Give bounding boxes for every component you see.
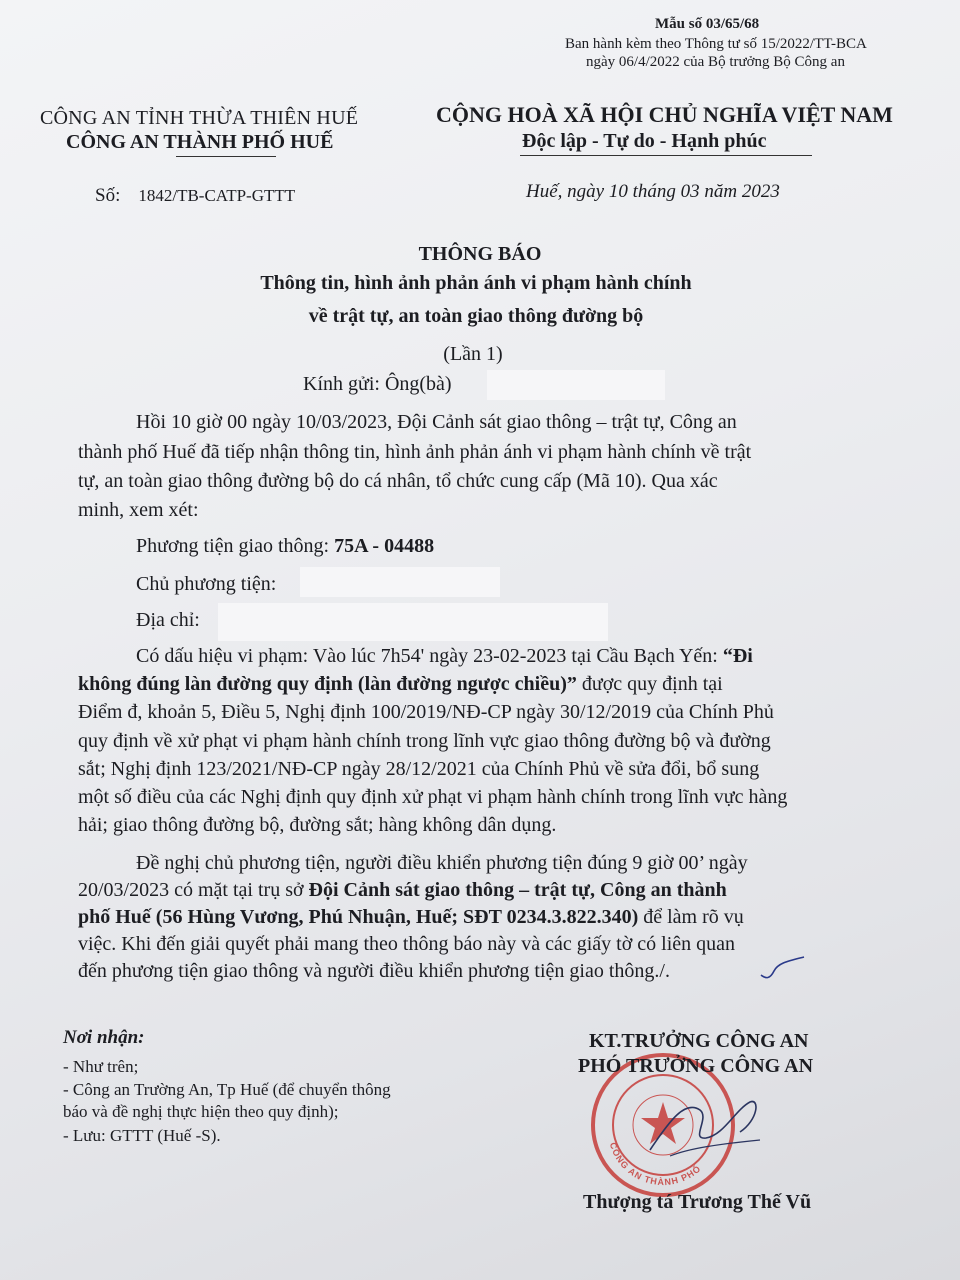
body-line: thành phố Huế đã tiếp nhận thông tin, hình ảnh phản ánh vi phạm hành chính về trật: [78, 441, 752, 463]
request-emphasis: Đội Cảnh sát giao thông – trật tự, Công an thành: [308, 879, 727, 901]
place-date: Huế, ngày 10 tháng 03 năm 2023: [526, 181, 780, 202]
vehicle-label: Phương tiện giao thông:: [136, 535, 335, 557]
document-number: [95, 185, 295, 207]
handwritten-signature: [640, 1080, 770, 1170]
redaction-box: [300, 567, 500, 597]
doc-no-label: Số:: [95, 185, 121, 206]
title-line2: về trật tự, an toàn giao thông đường bộ: [308, 305, 644, 327]
violation-line: [78, 673, 723, 696]
request-line: [78, 879, 727, 902]
vehicle-line: [136, 535, 434, 558]
signature-title-line1: KT.TRƯỞNG CÔNG AN: [589, 1030, 809, 1052]
address-label: Địa chỉ:: [136, 609, 200, 631]
form-issued-line1: Ban hành kèm theo Thông tư số 15/2022/TT-BCA: [565, 36, 867, 52]
agency-underline: [176, 156, 276, 157]
document-title: THÔNG BÁO: [418, 243, 542, 265]
request-text: 20/03/2023 có mặt tại trụ sở: [78, 879, 309, 901]
request-line: [78, 906, 744, 929]
body-line: Hồi 10 giờ 00 ngày 10/03/2023, Đội Cảnh sát giao thông – trật tự, Công an: [136, 411, 737, 433]
recipient-item: - Lưu: GTTT (Huế -S).: [63, 1126, 221, 1145]
recipients-title: Nơi nhận:: [63, 1027, 145, 1048]
violation-emphasis: “Đi: [722, 645, 753, 667]
nation-motto: Độc lập - Tự do - Hạnh phúc: [522, 130, 767, 152]
title-line1: Thông tin, hình ảnh phản ánh vi phạm hành chính: [260, 272, 692, 294]
initial-tick-mark: [758, 955, 808, 983]
body-line: tự, an toàn giao thông đường bộ do cá nhân, tổ chức cung cấp (Mã 10). Qua xác: [78, 470, 718, 492]
agency-name: CÔNG AN THÀNH PHỐ HUẾ: [66, 131, 334, 153]
form-number: Mẫu số 03/65/68: [655, 16, 760, 32]
body-line: minh, xem xét:: [78, 499, 199, 521]
body-line: Điểm đ, khoản 5, Điều 5, Nghị định 100/2019/NĐ-CP ngày 30/12/2019 của Chính Phủ: [78, 701, 774, 723]
svg-text:CÔNG AN THÀNH PHỐ: CÔNG AN THÀNH PHỐ: [607, 1141, 704, 1188]
body-line: một số điều của các Nghị định quy định xử phạt vi phạm hành chính trong lĩnh vực hàng: [78, 786, 788, 808]
redaction-box: [487, 370, 665, 400]
request-emphasis: phố Huế (56 Hùng Vương, Phú Nhuận, Huế; SĐT 0234.3.822.340): [78, 906, 639, 928]
request-line: Đề nghị chủ phương tiện, người điều khiển phương tiện đúng 9 giờ 00’ ngày: [136, 852, 748, 874]
request-text: để làm rõ vụ: [638, 906, 744, 928]
violation-text: được quy định tại: [576, 673, 723, 695]
violation-emphasis: không đúng làn đường quy định (làn đường ngược chiều)”: [78, 673, 577, 695]
owner-label: Chủ phương tiện:: [136, 573, 277, 595]
recipient-item: báo và đề nghị thực hiện theo quy định);: [63, 1102, 339, 1121]
form-issued-line2: ngày 06/4/2022 của Bộ trưởng Bộ Công an: [586, 54, 845, 70]
greeting: Kính gửi: Ông(bà): [303, 373, 452, 395]
recipient-item: - Như trên;: [63, 1057, 139, 1076]
recipient-item: - Công an Trường An, Tp Huế (để chuyển thông: [63, 1080, 391, 1099]
agency-parent: CÔNG AN TỈNH THỪA THIÊN HUẾ: [40, 107, 359, 129]
redaction-box: [218, 603, 608, 641]
body-line: hải; giao thông đường bộ, đường sắt; hàng không dân dụng.: [78, 814, 557, 836]
violation-text: Có dấu hiệu vi phạm: Vào lúc 7h54' ngày 23-02-2023 tại Cầu Bạch Yến:: [136, 645, 723, 667]
motto-underline: [520, 155, 812, 156]
violation-line: [136, 645, 753, 668]
vehicle-plate: 75A - 04488: [334, 535, 435, 557]
doc-no-value: 1842/TB-CATP-GTTT: [138, 186, 296, 205]
request-line: đến phương tiện giao thông và người điều khiển phương tiện giao thông./.: [78, 960, 670, 982]
title-line3: (Lần 1): [443, 343, 503, 365]
signature-title-line2: PHÓ TRƯỞNG CÔNG AN: [578, 1055, 814, 1077]
body-line: sắt; Nghị định 123/2021/NĐ-CP ngày 28/12/2021 của Chính Phủ về sửa đổi, bổ sung: [78, 758, 760, 780]
request-line: việc. Khi đến giải quyết phải mang theo thông báo này và các giấy tờ có liên quan: [78, 933, 736, 955]
nation-name: CỘNG HOÀ XÃ HỘI CHỦ NGHĨA VIỆT NAM: [436, 102, 893, 127]
body-line: quy định về xử phạt vi phạm hành chính trong lĩnh vực giao thông đường bộ và đường: [78, 730, 771, 752]
signer-name: Thượng tá Trương Thế Vũ: [583, 1191, 812, 1213]
